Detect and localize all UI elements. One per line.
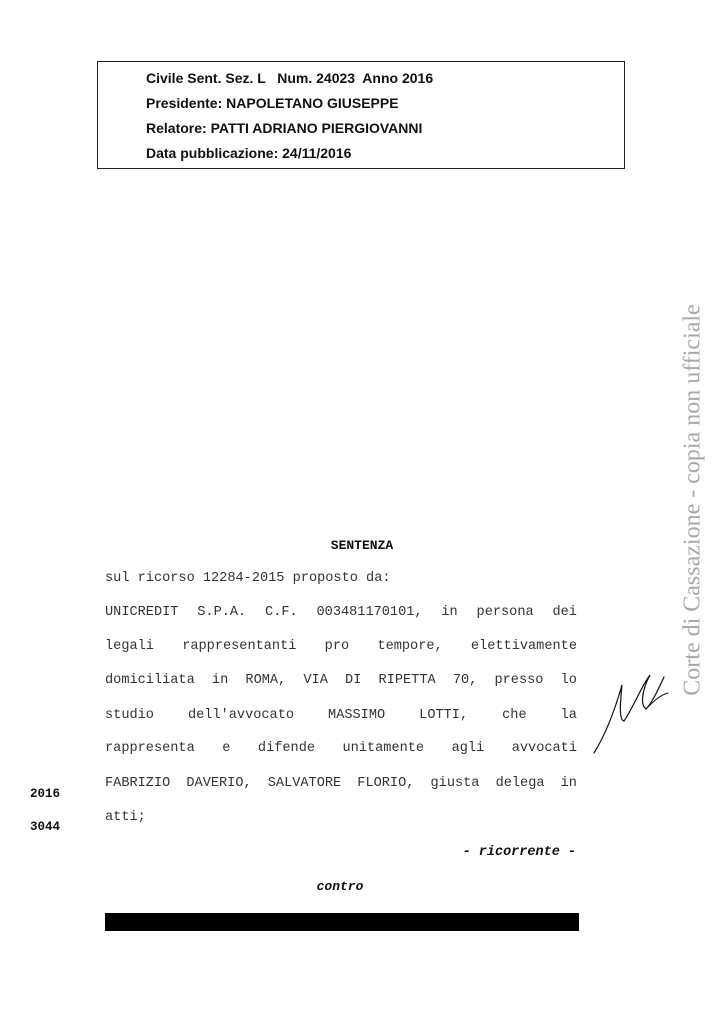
header-rapporteur: Relatore: PATTI ADRIANO PIERGIOVANNI bbox=[146, 120, 423, 136]
party-role-label: - ricorrente - bbox=[462, 845, 576, 860]
word: VIA bbox=[303, 673, 328, 688]
word: dell'avvocato bbox=[187, 708, 295, 723]
word: ROMA, bbox=[245, 673, 287, 688]
word: persona bbox=[476, 605, 534, 620]
word: S.P.A. bbox=[197, 605, 247, 620]
header-publication-date: Data pubblicazione: 24/11/2016 bbox=[146, 145, 352, 161]
word: e bbox=[222, 741, 231, 756]
case-header-box bbox=[97, 61, 625, 169]
word: DI bbox=[345, 673, 362, 688]
word: rappresentanti bbox=[182, 639, 297, 654]
court-watermark: Corte di Cassazione - copia non ufficiale bbox=[679, 304, 706, 696]
body-line-3 bbox=[105, 639, 577, 657]
header-president: Presidente: NAPOLETANO GIUSEPPE bbox=[146, 95, 399, 111]
word: in bbox=[211, 673, 229, 688]
word: studio bbox=[105, 708, 154, 723]
body-line-5 bbox=[105, 708, 577, 726]
word: in bbox=[441, 605, 458, 620]
word: MASSIMO bbox=[328, 708, 386, 723]
word: giusta bbox=[430, 776, 480, 791]
body-line-4 bbox=[105, 673, 577, 691]
word: la bbox=[560, 708, 577, 723]
word: avvocati bbox=[511, 741, 577, 756]
word: SALVATORE bbox=[267, 776, 342, 791]
word: difende bbox=[257, 741, 316, 756]
redaction-bar bbox=[105, 913, 579, 931]
word: che bbox=[502, 708, 527, 723]
word: 70, bbox=[452, 673, 478, 688]
word: 003481170101, bbox=[316, 605, 423, 620]
word: lo bbox=[560, 673, 577, 688]
word: delega bbox=[495, 776, 545, 791]
margin-number: 3044 bbox=[30, 820, 61, 834]
word: agli bbox=[451, 741, 485, 756]
word: UNICREDIT bbox=[105, 605, 179, 620]
contro-label: contro bbox=[316, 879, 364, 894]
word: tempore, bbox=[377, 639, 443, 654]
word: presso bbox=[494, 673, 544, 688]
body-line-6 bbox=[105, 741, 577, 759]
body-line-2 bbox=[105, 605, 577, 623]
body-line-8: atti; bbox=[105, 810, 146, 825]
word: elettivamente bbox=[470, 639, 577, 654]
word: LOTTI, bbox=[419, 708, 469, 723]
handwritten-signature bbox=[592, 665, 670, 757]
word: DAVERIO, bbox=[186, 776, 252, 791]
header-case-info: Civile Sent. Sez. L Num. 24023 Anno 2016 bbox=[146, 70, 434, 86]
word: in bbox=[560, 776, 577, 791]
word: unitamente bbox=[342, 741, 425, 756]
word: pro bbox=[324, 639, 350, 654]
word: legali bbox=[105, 639, 154, 654]
document-title: SENTENZA bbox=[330, 538, 394, 553]
word: dei bbox=[552, 605, 577, 620]
body-line-1: sul ricorso 12284-2015 proposto da: bbox=[105, 571, 391, 586]
word: domiciliata bbox=[105, 673, 195, 688]
body-line-7 bbox=[105, 776, 577, 794]
word: C.F. bbox=[265, 605, 298, 620]
word: RIPETTA bbox=[378, 673, 436, 688]
word: rappresenta bbox=[105, 741, 195, 756]
word: FLORIO, bbox=[357, 776, 415, 791]
margin-year: 2016 bbox=[30, 787, 61, 801]
word: FABRIZIO bbox=[105, 776, 171, 791]
